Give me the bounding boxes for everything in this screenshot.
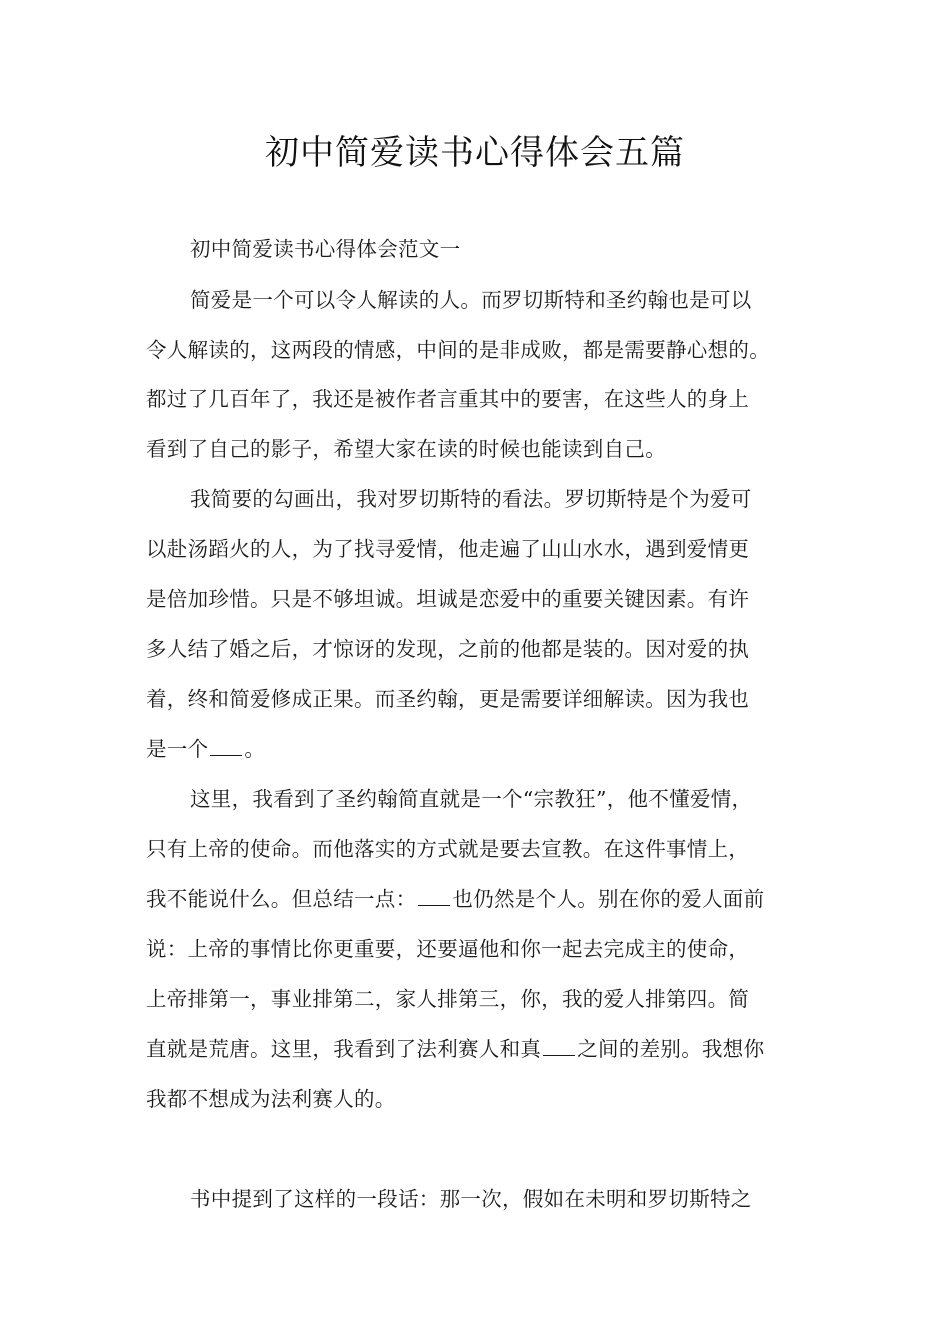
- paragraph-line: 以赴汤蹈火的人，为了找寻爱情，他走遍了山山水水，遇到爱情更: [146, 537, 750, 561]
- paragraph-line: [146, 734, 826, 764]
- paragraph-line: 令人解读的，这两段的情感，中间的是非成败，都是需要静心想的。: [146, 338, 770, 362]
- fill-in-blank: [418, 887, 450, 906]
- paragraph-line: 我简要的勾画出，我对罗切斯特的看法。罗切斯特是个为爱可: [190, 487, 752, 511]
- paragraph-line: 我都不想成为法利赛人的。: [146, 1087, 396, 1111]
- line-text: 是一个: [146, 737, 209, 761]
- paragraph-line: 只有上帝的使命。而他落实的方式就是要去宣教。在这件事情上，: [146, 837, 750, 861]
- line-text: 直就是荒唐。这里，我看到了法利赛人和真: [146, 1037, 542, 1061]
- fill-in-blank: [210, 737, 242, 756]
- paragraph-line: 这里，我看到了圣约翰简直就是一个“宗教狂”，他不懂爱情，: [190, 787, 753, 811]
- paragraph-line: [146, 884, 826, 914]
- paragraph-line: [146, 1034, 826, 1064]
- line-text: 之间的差别。我想你: [577, 1037, 765, 1061]
- paragraph-line: 说：上帝的事情比你更重要，还要逼他和你一起去完成主的使命，: [146, 937, 750, 961]
- line-text: 也仍然是个人。别在你的爱人面前: [452, 887, 765, 911]
- paragraph-line: 着，终和简爱修成正果。而圣约翰，更是需要详细解读。因为我也: [146, 687, 750, 711]
- section-subtitle: 初中简爱读书心得体会范文一: [190, 237, 461, 261]
- paragraph-line: 是倍加珍惜。只是不够坦诚。坦诚是恋爱中的重要关键因素。有许: [146, 587, 750, 611]
- paragraph-line: 多人结了婚之后，才惊讶的发现，之前的他都是装的。因对爱的执: [146, 637, 750, 661]
- line-text: 。: [244, 737, 266, 761]
- fill-in-blank: [543, 1037, 575, 1056]
- paragraph-line: 看到了自己的影子，希望大家在读的时候也能读到自己。: [146, 437, 666, 461]
- paragraph-line: 上帝排第一，事业排第二，家人排第三，你，我的爱人排第四。简: [146, 987, 750, 1011]
- paragraph-line: 简爱是一个可以令人解读的人。而罗切斯特和圣约翰也是可以: [190, 288, 752, 312]
- document-title: 初中简爱读书心得体会五篇: [265, 133, 685, 173]
- paragraph-line: 书中提到了这样的一段话：那一次，假如在未明和罗切斯特之: [190, 1187, 752, 1211]
- line-text: 我不能说什么。但总结一点：: [146, 887, 417, 911]
- paragraph-line: 都过了几百年了，我还是被作者言重其中的要害，在这些人的身上: [146, 387, 750, 411]
